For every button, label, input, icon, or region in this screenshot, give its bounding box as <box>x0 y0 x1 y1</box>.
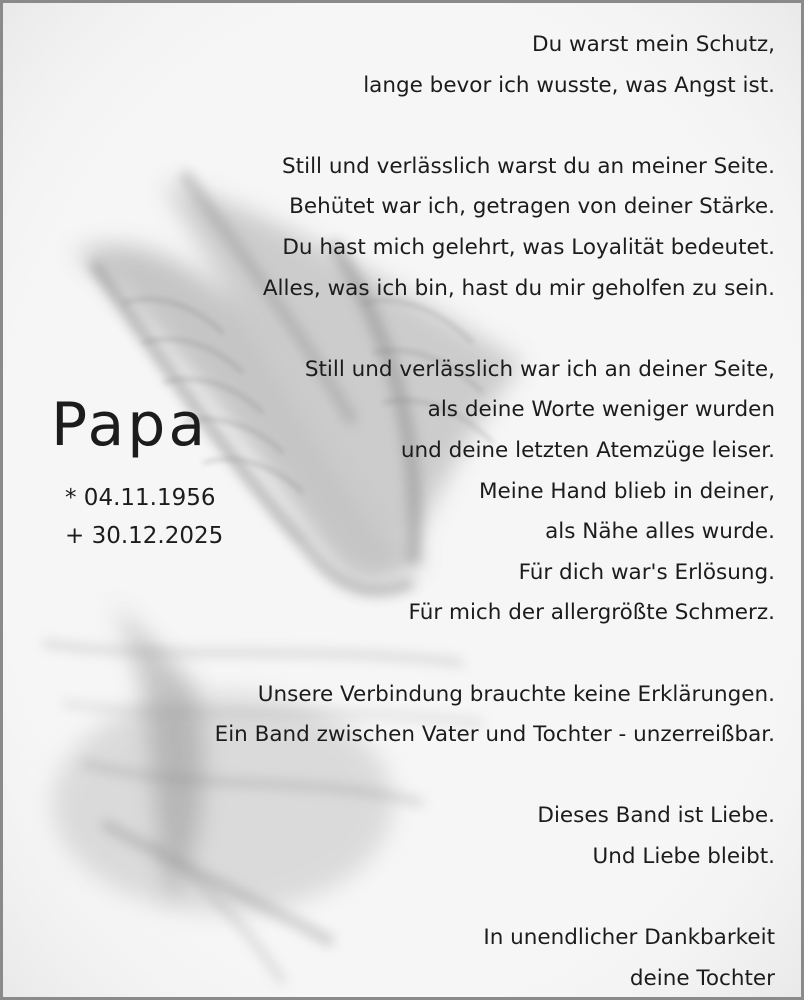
poem-line: Und Liebe bleibt. <box>592 843 775 869</box>
poem-line: Unsere Verbindung brauchte keine Erklärungen. <box>257 681 775 707</box>
poem-line: In unendlicher Dankbarkeit <box>483 925 775 951</box>
poem-line: Behütet war ich, getragen von deiner Stärke. <box>289 194 775 220</box>
poem-line: Still und verlässlich war ich an deiner Seite, <box>304 356 775 382</box>
poem-stanza <box>55 25 775 106</box>
poem-stanza <box>55 675 775 756</box>
poem-line: Alles, was ich bin, hast du mir geholfen zu sein. <box>262 275 775 301</box>
poem-stanza <box>55 796 775 877</box>
poem-line: Dieses Band ist Liebe. <box>537 803 775 829</box>
birth-date: * 04.11.1956 <box>65 485 216 511</box>
poem-line: Meine Hand blieb in deiner, <box>478 478 775 504</box>
poem-line: Du hast mich gelehrt, was Loyalität bedeutet. <box>282 234 775 260</box>
poem-line: Ein Band zwischen Vater und Tochter - unzerreißbar. <box>214 722 775 748</box>
poem-line: lange bevor ich wusste, was Angst ist. <box>363 72 775 98</box>
death-date: + 30.12.2025 <box>65 523 224 549</box>
poem-line: Du warst mein Schutz, <box>532 32 775 57</box>
poem-stanza-signature <box>55 918 775 999</box>
poem-line: Still und verlässlich warst du an meiner Seite. <box>282 153 775 179</box>
poem-stanza <box>55 147 775 309</box>
poem-line: und deine letzten Atemzüge leiser. <box>400 437 775 463</box>
poem-line: deine Tochter <box>629 965 775 991</box>
poem-line: als Nähe alles wurde. <box>545 519 775 545</box>
poem-line: Für dich war's Erlösung. <box>518 559 775 585</box>
deceased-name: Papa <box>51 390 209 460</box>
poem-line: als deine Worte weniger wurden <box>427 397 775 423</box>
poem-text <box>55 25 775 999</box>
poem-line: Für mich der allergrößte Schmerz. <box>408 600 775 626</box>
poem-stanza <box>55 350 775 634</box>
